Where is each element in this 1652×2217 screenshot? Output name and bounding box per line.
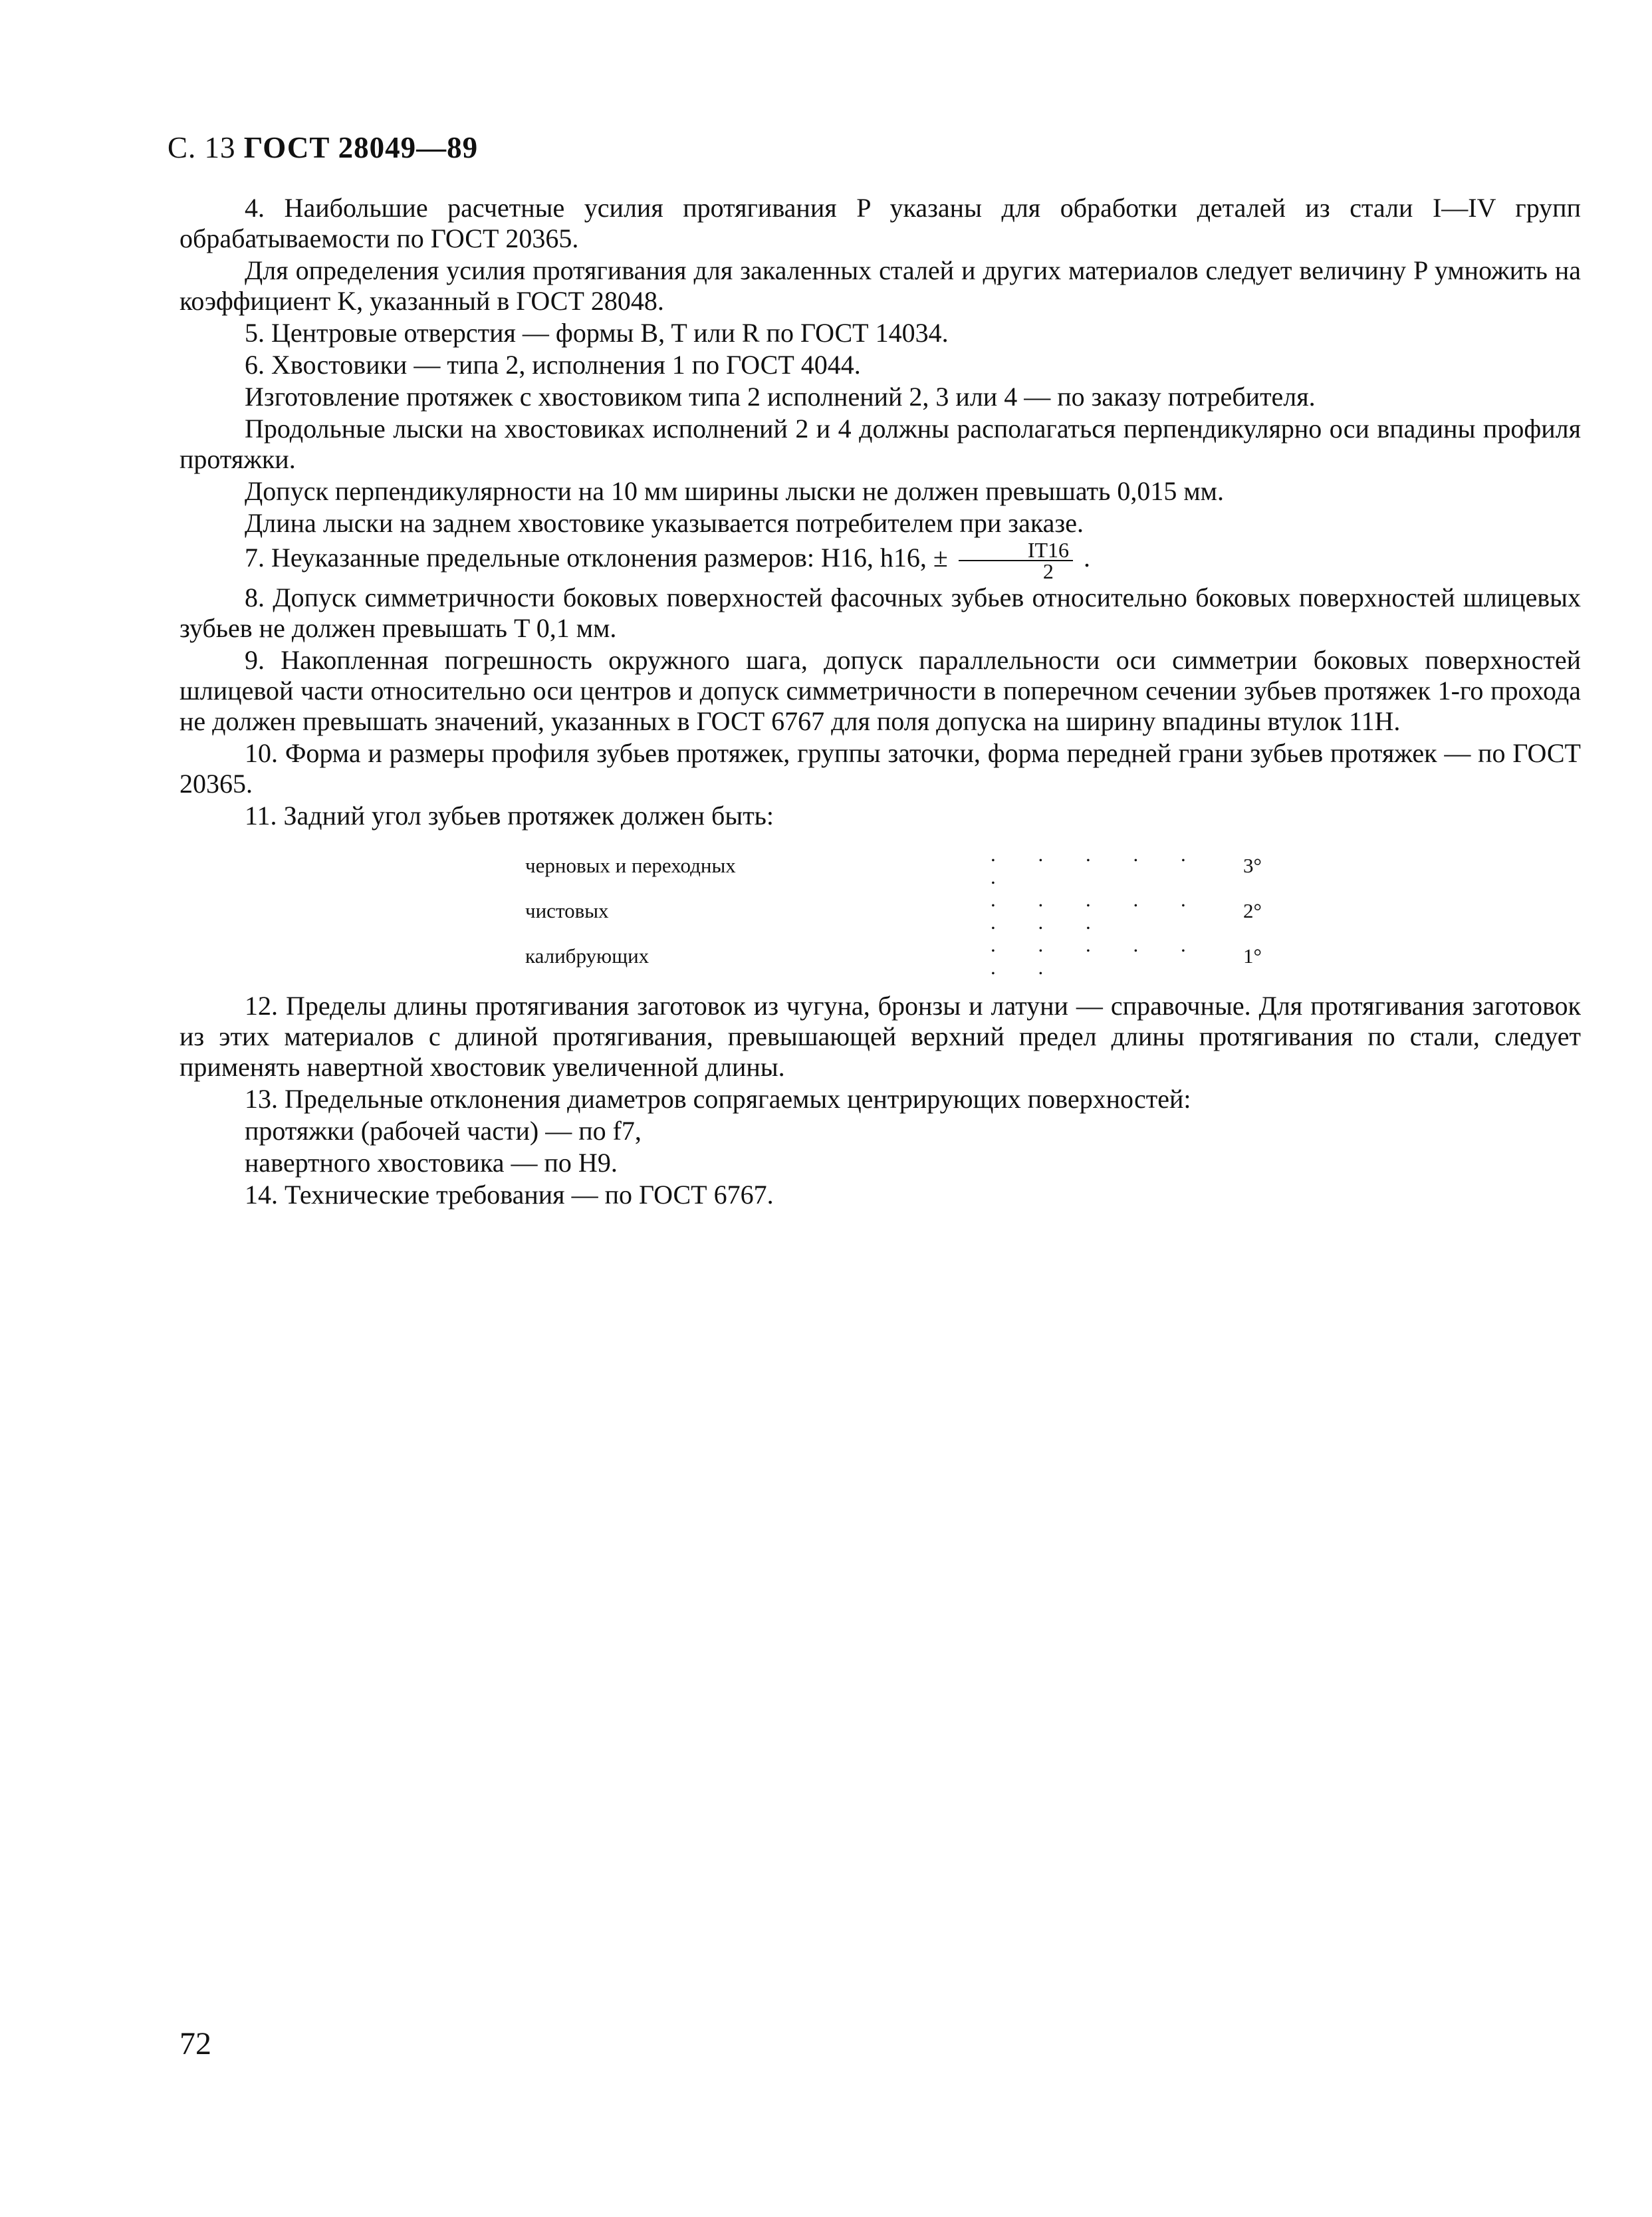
fraction-denominator: 2 [1042,559,1054,583]
angles-table [525,843,1323,979]
table-row [525,888,1323,934]
fraction-numerator: IT16 [959,540,1073,561]
angle-value: 2° [1243,899,1262,922]
leader-dots: . . . . . . . . [991,888,1205,934]
clause-5: 5. Центровые отверстия — формы B, T или R по ГОСТ 14034. [245,318,949,348]
angle-label: черновых и переходных [525,854,736,877]
page-number: 72 [179,2026,211,2061]
leader-dots: . . . . . . . [991,933,1205,979]
standard-title: ГОСТ 28049—89 [243,131,479,164]
clause-11: 11. Задний угол зубьев протяжек должен быть: [245,801,774,831]
clause-7-text: 7. Неуказанные предельные отклонения размеров: H16, h16, ± [245,543,948,573]
clause-13-broach: протяжки (рабочей части) — по f7, [245,1116,642,1146]
clause-4: 4. Наибольшие расчетные усилия протягивания P указаны для обработки деталей из стали I—IV групп обрабатываемости по ГОСТ 20365. [179,193,1581,253]
clause-14: 14. Технические требования — по ГОСТ 6767. [245,1180,774,1210]
page-header [168,130,478,165]
clause-7 [179,540,1581,581]
clause-12: 12. Пределы длины протягивания заготовок из чугуна, бронзы и латуни — справочные. Для протягивания заготовок из этих материалов с длиной протягивания, превышающей верхний предел длины протягивания по стали, следует применять навертной хвостовик увеличенной длины. [179,991,1581,1082]
angle-value: 3° [1243,854,1262,877]
page-ref: С. 13 [168,131,236,164]
clause-6-tolerance: Допуск перпендикулярности на 10 мм ширины лыски не должен превышать 0,015 мм. [245,476,1224,506]
clause-6-length: Длина лыски на заднем хвостовике указывается потребителем при заказе. [245,508,1084,538]
clause-4-note: Для определения усилия протягивания для закаленных сталей и других материалов следует величину P умножить на коэффициент K, указанный в ГОСТ 28048. [179,255,1581,316]
clause-6-flats: Продольные лыски на хвостовиках исполнений 2 и 4 должны располагаться перпендикулярно оси впадины профиля протяжки. [179,414,1581,474]
it16-fraction [959,540,1073,581]
angle-label: чистовых [525,899,609,922]
clause-10: 10. Форма и размеры профиля зубьев протяжек, группы заточки, форма передней грани зубьев протяжек — по ГОСТ 20365. [179,738,1581,799]
clause-13: 13. Предельные отклонения диаметров сопрягаемых центрирующих поверхностей: [245,1084,1191,1114]
clause-6-order: Изготовление протяжек с хвостовиком типа 2 исполнений 2, 3 или 4 — по заказу потребителя. [245,382,1316,412]
clause-8: 8. Допуск симметричности боковых поверхностей фасочных зубьев относительно боковых поверхностей шлицевых зубьев не должен превышать T 0,1 мм. [179,583,1581,643]
table-row [525,934,1323,979]
table-row [525,843,1323,888]
clause-9: 9. Накопленная погрешность окружного шага, допуск параллельности оси симметрии боковых поверхностей шлицевой части относительно оси центров и допуск симметричности в поперечном сечении зубьев протяжек 1-го прохода не должен превышать значений, указанных в ГОСТ 6767 для поля допуска на ширину впадины втулок 11H. [179,645,1581,736]
angle-label: калибрующих [525,944,649,968]
angle-value: 1° [1243,944,1262,968]
clause-7-end: . [1084,543,1091,573]
document-body [179,193,1581,1210]
clause-13-shank: навертного хвостовика — по H9. [245,1148,618,1178]
leader-dots: . . . . . . [991,843,1205,888]
clause-6: 6. Хвостовики — типа 2, исполнения 1 по ГОСТ 4044. [245,350,861,380]
